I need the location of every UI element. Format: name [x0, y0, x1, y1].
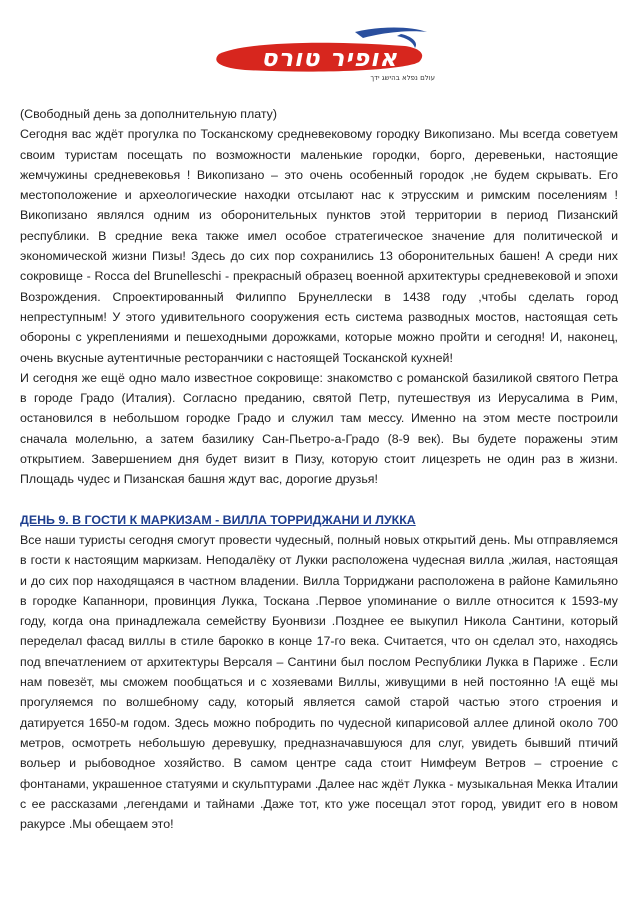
logo-name: אופיר טורס	[261, 44, 398, 72]
swoosh-shape	[355, 28, 427, 39]
paragraph: И сегодня же ещё одно мало известное сокровище: знакомство с романской базиликой святого Петра в городе Градо (Италия). Согласно преданию, святой Петр, путешествуя из Иерусалима в Рим, остановился в небольшом городке Градо и служил там мессу. Именно на этом месте построили сначала молельню, а затем базилику Сан-Пьетро-а-Градо (8-9 век). Вы будете поражены этим открытием. Завершением дня будет визит в Пизу, которую стоит лицезреть не один раз в жизни. Площадь чудес и Пизанская башня ждут вас, дорогие друзья!	[20, 370, 618, 487]
logo-tagline: עולם נפלא בהישג ידך	[370, 74, 435, 82]
paragraph: (Свободный день за дополнительную плату)	[20, 107, 277, 121]
paragraph: Сегодня вас ждёт прогулка по Тосканскому средневековому городку Викопизано. Мы всегда советуем своим туристам посещать по возможности маленькие городки, борго, деревеньки, настоящие жемчужины средневековья ! Викопизано – это очень особенный городок ,не будем скрывать. Его местоположение и археологические находки отсылают нас к этрусским и римским поселениям ! Викопизано являлся одним из оборонительных пунктов этой территории в период Пизанский республики. В средние века также имел особое стратегическое значение для политической и экономической жизни Пизы! Здесь до сих пор сохранились 13 оборонительных башен! А среди них сокровище - Rocca del Brunelleschi - прекрасный образец военной архитектуры средневековой и эпохи Возрождения. Спроектированный Филиппо Брунеллески в 1438 году ,чтобы сделать город непреступным! У этого удивительного сооружения есть система разводных мостов, настоящая сеть обороны с укреплениями и пешеходными дорожками, которые можно пройти и сегодня! И, наконец, очень вкусные аутентичные ресторанчики с настоящей Тосканской кухней!	[20, 127, 618, 365]
day-9-heading: ДЕНЬ 9. В ГОСТИ К МАРКИЗАМ - ВИЛЛА ТОРРИДЖАНИ И ЛУККА	[20, 512, 416, 527]
document-body	[20, 104, 618, 834]
paragraph: Все наши туристы сегодня смогут провести чудесный, полный новых открытий день. Мы отправляемся в гости к настоящим маркизам. Неподалёку от Лукки расположена чудесная вилла ,жилая, настоящая и до сих пор находящаяся в частном владении. Вилла Торриджани расположена в районе Камильяно в городке Капаннори, провинция Лукка, Тоскана .Первое упоминание о вилле относится к 1593-му году, когда она принадлежала семейству Буонвизи .Позднее ее выкупил Никола Сантини, который переделал фасад виллы в стиле барокко в конце 17-го века. Считается, что он сделал это, находясь под впечатлением от архитектуры Версаля – Сантини был послом Республики Лукка в Париже . Если нам повезёт, мы сможем пообщаться и с хозяевами Виллы, живущими в ней постоянно !А ещё мы прогуляемся по волшебному саду, который является самой старой частью этого строения и датируется 1650-м годом. Здесь можно побродить по чудесной кипарисовой аллее длиной около 700 метров, осмотреть небольшую деревушку, предназначавшуюся для слуг, увидеть бывший птичий вольер и рыбоводное хозяйство. В самом центре сада стоит Нимфеум Ветров – строение с фонтанами, украшенное статуями и скульптурами .Далее нас ждёт Лукка - музыкальная Мекка Италии с ее рассказами ,легендами и тайнами .Даже тот, кто уже посещал этот город, увидит его в новом ракурсе .Мы обещаем это!	[20, 532, 618, 832]
company-logo	[205, 24, 435, 88]
